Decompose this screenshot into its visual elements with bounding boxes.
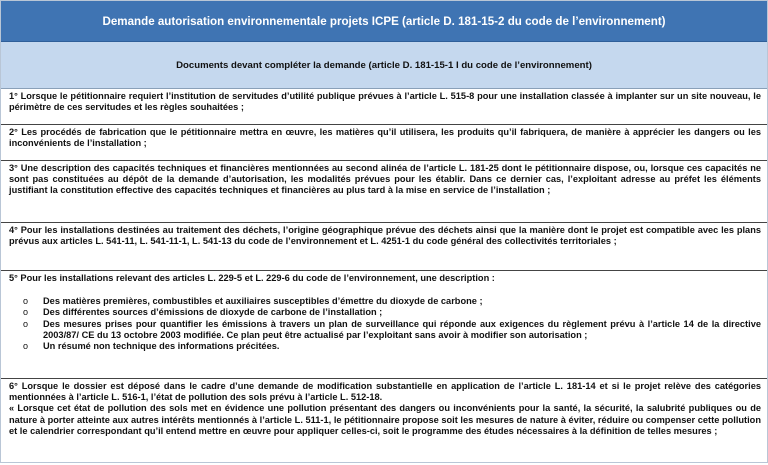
- item-5-sublist: [9, 296, 761, 352]
- circle-bullet-icon: o: [23, 341, 29, 352]
- item-1-text: 1° Lorsque le pétitionnaire requiert l’institution de servitudes d’utilité publique prévues à l’article L. 515-8 pour une installation classée à implanter sur un site nouveau, le périmètre de ces servitudes et les règles souhaitées ;: [9, 91, 761, 113]
- table-row-4: [1, 223, 767, 271]
- list-item: [23, 307, 761, 318]
- table-row-1: [1, 89, 767, 125]
- item-2-text: 2° Les procédés de fabrication que le pétitionnaire mettra en œuvre, les matières qu’il utilisera, les produits qu’il fabriquera, de manière à apprécier les dangers ou les inconvénients de l’installation ;: [9, 127, 761, 149]
- table-title: Demande autorisation environnementale projets ICPE (article D. 181-15-2 du code de l’environnement): [1, 1, 767, 42]
- sublist-item-text: Des différentes sources d’émissions de dioxyde de carbone de l’installation ;: [43, 307, 383, 318]
- list-item: [23, 296, 761, 307]
- circle-bullet-icon: o: [23, 296, 29, 307]
- table-row-3: [1, 161, 767, 223]
- sublist-item-text: Un résumé non technique des informations précitées.: [43, 341, 280, 352]
- item-6-text: 6° Lorsque le dossier est déposé dans le cadre d’une demande de modification substantielle en application de l’article L. 181-14 et si le projet relève des catégories mentionnées à l’article L. 516-1, l’état de pollution des sols prévu à l’article L. 512-18.: [9, 381, 761, 403]
- sublist-item-text: Des mesures prises pour quantifier les émissions à travers un plan de surveillance qui réponde aux exigences du règlement prévu à l’article 14 de la directive 2003/87/ CE du 13 octobre 2003 modifiée. Ce plan peut être actualisé par l’exploitant sans avoir à modifier son autorisation ;: [43, 318, 761, 340]
- item-6-text-continued: « Lorsque cet état de pollution des sols met en évidence une pollution présentant des dangers ou inconvénients pour la santé, la sécurité, la salubrité publiques ou de nature à porter atteinte aux autres intérêts mentionnés à l’article L. 511-1, le pétitionnaire propose soit les mesures de nature à éviter, réduire ou compenser cette pollution et le calendrier correspondant qu’il entend mettre en œuvre pour appliquer celles-ci, soit le programme des études nécessaires à la définition de telles mesures ;: [9, 403, 761, 436]
- table-row-6: [1, 379, 767, 465]
- circle-bullet-icon: o: [23, 307, 29, 318]
- item-5-text: 5° Pour les installations relevant des articles L. 229-5 et L. 229-6 du code de l’environnement, une description :: [9, 273, 495, 283]
- sublist-item-text: Des matières premières, combustibles et auxiliaires susceptibles d’émettre du dioxyde de carbone ;: [43, 296, 483, 307]
- list-item: [23, 341, 761, 352]
- item-3-text: 3° Une description des capacités techniques et financières mentionnées au second alinéa de l’article L. 181-25 dont le pétitionnaire dispose, ou, lorsque ces capacités ne sont pas constituées au dépôt de la demande d’autorisation, les modalités prévues pour les établir. Dans ce dernier cas, l’exploitant adresse au préfet les éléments justifiant la constitution effective des capacités techniques et financières au plus tard à la mise en service de l’installation ;: [9, 163, 761, 196]
- table-subtitle: Documents devant compléter la demande (article D. 181-15-1 I du code de l’environnement): [1, 42, 767, 89]
- item-4-text: 4° Pour les installations destinées au traitement des déchets, l’origine géographique prévue des déchets ainsi que la manière dont le projet est compatible avec les plans prévus aux articles L. 541-11, L. 541-11-1, L. 541-13 du code de l’environnement et L. 4251-1 du code général des collectivités territoriales ;: [9, 225, 761, 247]
- circle-bullet-icon: o: [23, 318, 29, 329]
- list-item: [23, 318, 761, 341]
- table-row-5: [1, 271, 767, 379]
- table-row-2: [1, 125, 767, 161]
